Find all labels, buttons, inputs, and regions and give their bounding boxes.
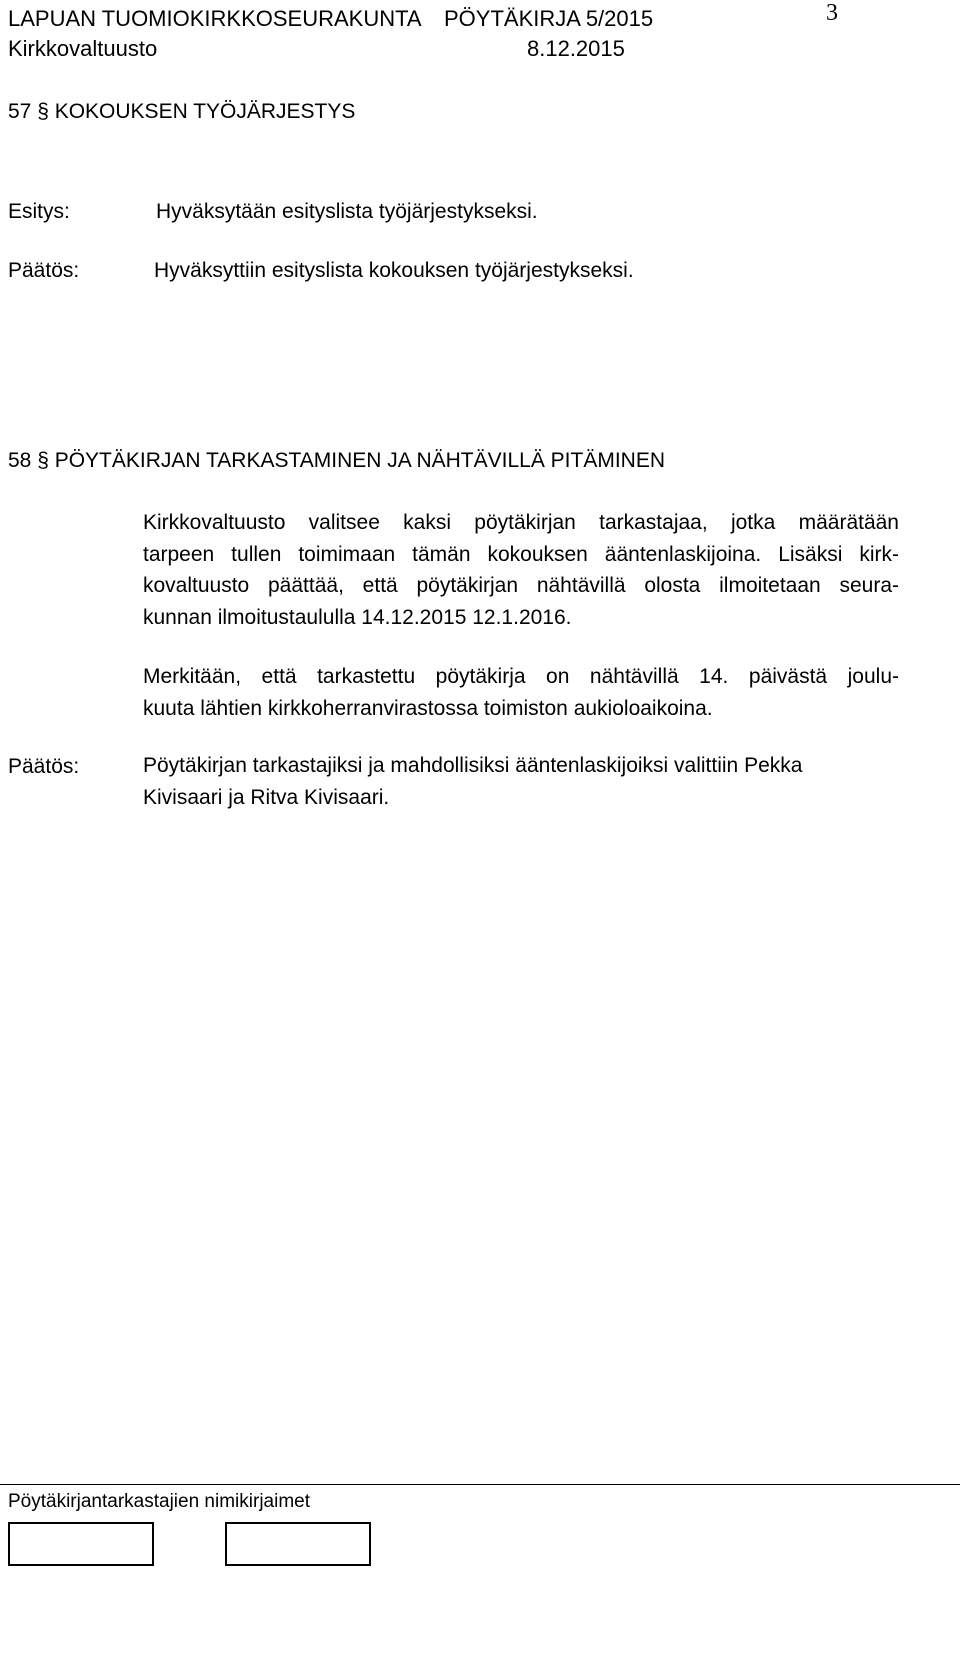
header-organization: LAPUAN TUOMIOKIRKKOSEURAKUNTA bbox=[8, 6, 422, 31]
signature-box-1[interactable] bbox=[8, 1522, 154, 1566]
section-58-paragraph-2 bbox=[143, 661, 899, 724]
decision-line: Kivisaari ja Ritva Kivisaari. bbox=[143, 785, 390, 809]
footer-divider bbox=[0, 1484, 960, 1485]
section-57-proposal-text: Hyväksytään esityslista työjärjestykseksi. bbox=[156, 200, 538, 223]
section-58-paragraph-1 bbox=[143, 507, 899, 633]
header-body: Kirkkovaltuusto bbox=[8, 36, 158, 61]
section-58-title: 58 § PÖYTÄKIRJAN TARKASTAMINEN JA NÄHTÄVILLÄ PITÄMINEN bbox=[8, 449, 665, 472]
paragraph-1-line: kovaltuusto päättää, että pöytäkirjan nähtävillä olosta ilmoitetaan seura- bbox=[143, 574, 899, 597]
signatures-label: Pöytäkirjantarkastajien nimikirjaimet bbox=[8, 1491, 310, 1512]
paragraph-1-line: Kirkkovaltuusto valitsee kaksi pöytäkirjan tarkastajaa, jotka määrätään bbox=[143, 511, 899, 534]
signature-box-2[interactable] bbox=[225, 1522, 371, 1566]
paragraph-1-line: kunnan ilmoitustaululla 14.12.2015 12.1.2016. bbox=[143, 605, 572, 629]
paragraph-1-line: tarpeen tullen toimimaan tämän kokouksen ääntenlaskijoina. Lisäksi kirk- bbox=[143, 542, 899, 566]
page-number: 3 bbox=[826, 0, 838, 26]
section-58-decision-label: Päätös: bbox=[8, 755, 80, 778]
paragraph-2-line: Merkitään, että tarkastettu pöytäkirja on nähtävillä 14. päivästä joulu- bbox=[143, 665, 899, 688]
section-58-decision-text bbox=[143, 750, 899, 813]
header-date: 8.12.2015 bbox=[527, 36, 625, 61]
section-57-decision-text: Hyväksyttiin esityslista kokouksen työjärjestykseksi. bbox=[154, 259, 634, 282]
section-57-proposal-label: Esitys: bbox=[8, 200, 70, 223]
section-57-title: 57 § KOKOUKSEN TYÖJÄRJESTYS bbox=[8, 100, 356, 123]
section-57-decision-label: Päätös: bbox=[8, 259, 80, 282]
paragraph-2-line: kuuta lähtien kirkkoherranvirastossa toimiston aukioloaikoina. bbox=[143, 696, 713, 720]
decision-line: Pöytäkirjan tarkastajiksi ja mahdollisiksi ääntenlaskijoiksi valittiin Pekka bbox=[143, 754, 803, 777]
header-document: PÖYTÄKIRJA 5/2015 bbox=[444, 6, 654, 31]
